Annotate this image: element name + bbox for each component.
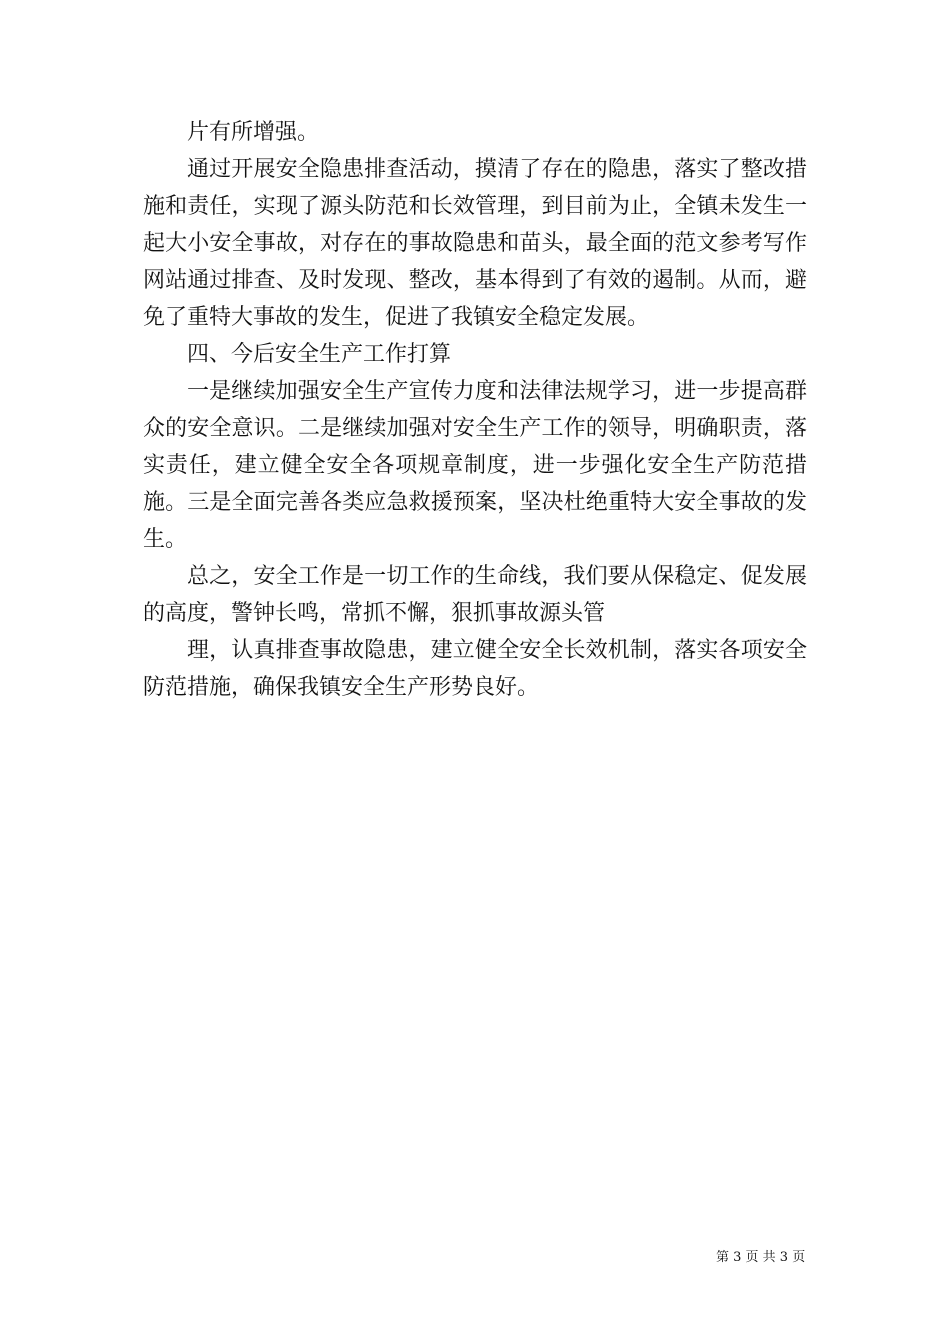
section-heading-future-plans: 四、今后安全生产工作打算 xyxy=(187,342,452,367)
paragraph-continuation: 片有所增强。 xyxy=(187,120,320,145)
paragraph-conclusion-continued: 理，认真排查事故隐患，建立健全安全长效机制，落实各项安全防范措施，确保我镇安全生产形势良好。 xyxy=(143,638,807,700)
paragraph-future-plans: 一是继续加强安全生产宣传力度和法律法规学习，进一步提高群众的安全意识。二是继续加强对安全生产工作的领导，明确职责，落实责任，建立健全安全各项规章制度，进一步强化安全生产防范措施。三是全面完善各类应急救援预案，坚决杜绝重特大安全事故的发生。 xyxy=(143,379,807,552)
paragraph-inspection-results: 通过开展安全隐患排查活动，摸清了存在的隐患，落实了整改措施和责任，实现了源头防范和长效管理，到目前为止，全镇未发生一起大小安全事故，对存在的事故隐患和苗头，最全面的范文参考写作网站通过排查、及时发现、整改，基本得到了有效的遏制。从而，避免了重特大事故的发生，促进了我镇安全稳定发展。 xyxy=(143,157,807,330)
body-text xyxy=(143,114,807,706)
page-number-footer: 第 3 页 共 3 页 xyxy=(716,1250,806,1265)
paragraph-conclusion: 总之，安全工作是一切工作的生命线，我们要从保稳定、促发展的高度，警钟长鸣，常抓不懈，狠抓事故源头管 xyxy=(143,564,807,626)
